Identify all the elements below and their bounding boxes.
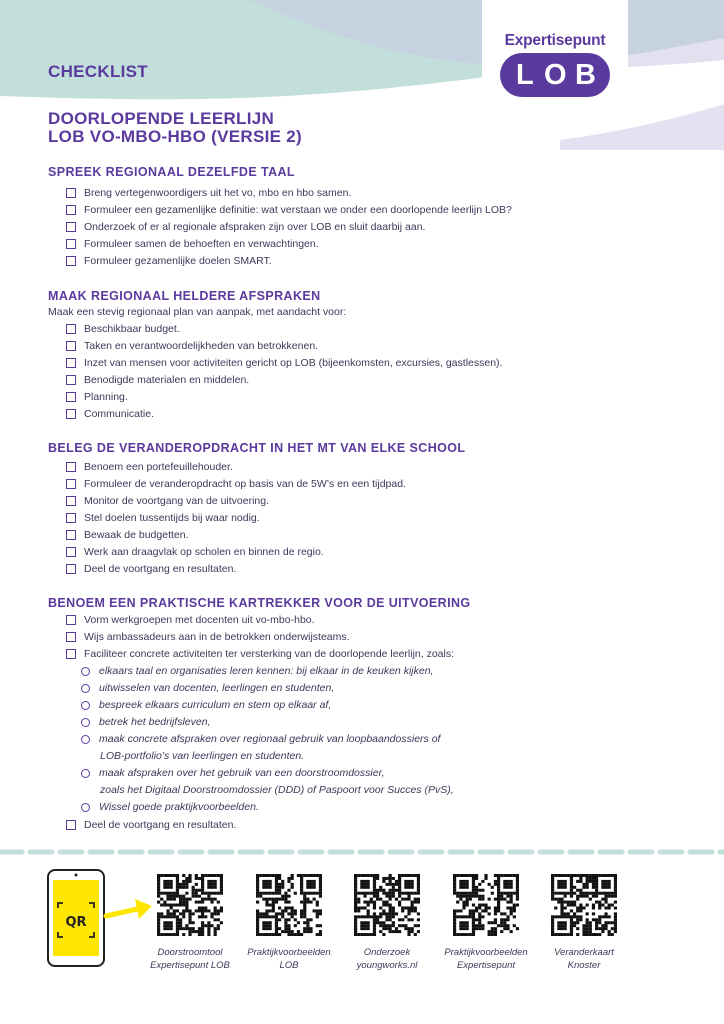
checkbox-icon[interactable] [66, 358, 76, 368]
checklist-item[interactable] [66, 817, 236, 833]
sub-item-text: maak concrete afspraken over regionaal gebruik van loopbaandossiers of [99, 733, 441, 745]
logo-pill [500, 53, 610, 97]
checklist-item[interactable] [66, 355, 502, 371]
sub-item[interactable] [81, 680, 334, 696]
checkbox-icon[interactable] [66, 409, 76, 419]
checklist-item[interactable] [66, 646, 454, 662]
checkbox-icon[interactable] [66, 632, 76, 642]
checklist-item[interactable] [66, 185, 351, 201]
qr-caption-line: Doorstroomtool [157, 947, 223, 958]
phone-qr-text: QR [65, 915, 87, 930]
sub-item-continuation: LOB-portfolio’s van leerlingen en studenten. [100, 750, 305, 762]
item-text: Taken en verantwoordelijkheden van betrokkenen. [84, 340, 319, 352]
checkbox-icon[interactable] [66, 530, 76, 540]
logo-title: Expertisepunt [504, 32, 606, 49]
checklist-label: CHECKLIST [48, 62, 148, 81]
qr-caption [529, 946, 639, 972]
checklist-item[interactable] [66, 338, 318, 354]
checkbox-icon[interactable] [66, 324, 76, 334]
checkbox-icon[interactable] [66, 547, 76, 557]
qr-caption-line: LOB [279, 960, 299, 971]
checklist-item[interactable] [66, 561, 236, 577]
qr-caption [332, 946, 442, 972]
logo-letter: L [516, 59, 534, 91]
item-text: Planning. [84, 391, 128, 403]
qr-caption-line: Praktijkvoorbeelden [444, 947, 528, 958]
qr-code[interactable] [354, 874, 420, 936]
qr-caption-line: youngworks.nl [356, 960, 418, 971]
item-text: Stel doelen tussentijds bij waar nodig. [84, 512, 260, 524]
qr-caption-line: Veranderkaart [554, 947, 614, 958]
sub-item-text: maak afspraken over het gebruik van een doorstroomdossier, [99, 767, 385, 779]
circle-bullet-icon[interactable] [81, 769, 90, 778]
checklist-item[interactable] [66, 389, 128, 405]
logo-letter: B [575, 59, 596, 91]
checklist-item[interactable] [66, 629, 350, 645]
checkbox-icon[interactable] [66, 615, 76, 625]
circle-bullet-icon[interactable] [81, 718, 90, 727]
checklist-item[interactable] [66, 253, 272, 269]
sub-item[interactable] [81, 663, 433, 679]
sub-item-continuation: zoals het Digitaal Doorstroomdossier (DDD) of Paspoort voor Succes (PvS), [100, 784, 454, 796]
checklist-item[interactable] [66, 321, 180, 337]
sub-item-text: betrek het bedrijfsleven, [99, 716, 211, 728]
checkbox-icon[interactable] [66, 649, 76, 659]
checkbox-icon[interactable] [66, 239, 76, 249]
checklist-item[interactable] [66, 612, 315, 628]
checklist-item[interactable] [66, 459, 233, 475]
checklist-item[interactable] [66, 406, 154, 422]
item-text: Communicatie. [84, 408, 155, 420]
sub-item-text: elkaars taal en organisaties leren kennen: bij elkaar in de keuken kijken, [99, 665, 434, 677]
checklist-item[interactable] [66, 544, 324, 560]
item-text: Onderzoek of er al regionale afspraken zijn over LOB en sluit daarbij aan. [84, 221, 426, 233]
sub-item[interactable] [81, 765, 384, 781]
checklist-item[interactable] [66, 372, 249, 388]
qr-caption-line: Expertisepunt [456, 960, 516, 971]
item-text: Faciliteer concrete activiteiten ter versterking van de doorlopende leerlijn, zoals: [84, 648, 455, 660]
item-text: Werk aan draagvlak op scholen en binnen de regio. [84, 546, 324, 558]
item-text: Beschikbaar budget. [84, 323, 180, 335]
title-line: LOB VO-MBO-HBO (VERSIE 2) [48, 127, 303, 146]
checkbox-icon[interactable] [66, 392, 76, 402]
checkbox-icon[interactable] [66, 496, 76, 506]
section-heading: BENOEM EEN PRAKTISCHE KARTREKKER VOOR DE UITVOERING [48, 596, 471, 610]
checkbox-icon[interactable] [66, 375, 76, 385]
qr-code[interactable] [551, 874, 617, 936]
item-text: Benoem een portefeuillehouder. [84, 461, 233, 473]
checklist-item[interactable] [66, 476, 406, 492]
checklist-item[interactable] [66, 493, 269, 509]
qr-code[interactable] [453, 874, 519, 936]
item-text: Formuleer een gezamenlijke definitie: wat verstaan we onder een doorlopende leerlijn LOB? [84, 204, 512, 216]
sub-item[interactable] [81, 731, 440, 747]
checkbox-icon[interactable] [66, 256, 76, 266]
checklist-item[interactable] [66, 510, 260, 526]
item-text: Deel de voortgang en resultaten. [84, 563, 237, 575]
checklist-item[interactable] [66, 219, 425, 235]
qr-caption-line: Knoster [567, 960, 601, 971]
sub-item[interactable] [81, 697, 331, 713]
circle-bullet-icon[interactable] [81, 701, 90, 710]
checkbox-icon[interactable] [66, 513, 76, 523]
circle-bullet-icon[interactable] [81, 735, 90, 744]
qr-caption-line: Expertisepunt LOB [150, 960, 230, 971]
checkbox-icon[interactable] [66, 564, 76, 574]
qr-code[interactable] [256, 874, 322, 936]
section-heading: MAAK REGIONAAL HELDERE AFSPRAKEN [48, 289, 321, 303]
expertisepunt-lob-logo [482, 0, 628, 113]
qr-caption-line: Onderzoek [363, 947, 411, 958]
section-heading: SPREEK REGIONAAL DEZELFDE TAAL [48, 165, 295, 179]
page-title [48, 110, 302, 146]
qr-caption-line: Praktijkvoorbeelden [247, 947, 331, 958]
item-text: Bewaak de budgetten. [84, 529, 189, 541]
qr-caption [431, 946, 541, 972]
item-text: Deel de voortgang en resultaten. [84, 819, 237, 831]
qr-code[interactable] [157, 874, 223, 936]
checkbox-icon[interactable] [66, 188, 76, 198]
section-heading: BELEG DE VERANDEROPDRACHT IN HET MT VAN ELKE SCHOOL [48, 441, 466, 455]
checkbox-icon[interactable] [66, 820, 76, 830]
item-text: Breng vertegenwoordigers uit het vo, mbo en hbo samen. [84, 187, 352, 199]
item-text: Formuleer samen de behoeften en verwachtingen. [84, 238, 319, 250]
sub-item-text: bespreek elkaars curriculum en stem op elkaar af, [99, 699, 332, 711]
item-text: Formuleer de veranderopdracht op basis van de 5W’s en een tijdpad. [84, 478, 406, 490]
checklist-item[interactable] [66, 236, 319, 252]
checkbox-icon[interactable] [66, 462, 76, 472]
section-intro: Maak een stevig regionaal plan van aanpak, met aandacht voor: [48, 306, 347, 318]
sub-item-text: uitwisselen van docenten, leerlingen en studenten, [99, 682, 335, 694]
checklist-item[interactable] [66, 202, 512, 218]
logo-letter: O [544, 59, 567, 91]
circle-bullet-icon[interactable] [81, 667, 90, 676]
qr-caption [234, 946, 344, 972]
item-text: Inzet van mensen voor activiteiten gericht op LOB (bijeenkomsten, excursies, gastlessen). [84, 357, 503, 369]
item-text: Vorm werkgroepen met docenten uit vo-mbo-hbo. [84, 614, 315, 626]
circle-bullet-icon[interactable] [81, 684, 90, 693]
circle-bullet-icon[interactable] [81, 803, 90, 812]
title-line: DOORLOPENDE LEERLIJN [48, 109, 275, 128]
checkbox-icon[interactable] [66, 341, 76, 351]
item-text: Benodigde materialen en middelen. [84, 374, 250, 386]
checkbox-icon[interactable] [66, 479, 76, 489]
item-text: Formuleer gezamenlijke doelen SMART. [84, 255, 272, 267]
checkbox-icon[interactable] [66, 222, 76, 232]
item-text: Monitor de voortgang van de uitvoering. [84, 495, 270, 507]
checkbox-icon[interactable] [66, 205, 76, 215]
qr-caption [135, 946, 245, 972]
sub-item[interactable] [81, 714, 210, 730]
checklist-item[interactable] [66, 527, 189, 543]
item-text: Wijs ambassadeurs aan in de betrokken onderwijsteams. [84, 631, 350, 643]
sub-item-text: Wissel goede praktijkvoorbeelden. [99, 801, 259, 813]
sub-item[interactable] [81, 799, 259, 815]
dashed-divider [0, 849, 724, 855]
